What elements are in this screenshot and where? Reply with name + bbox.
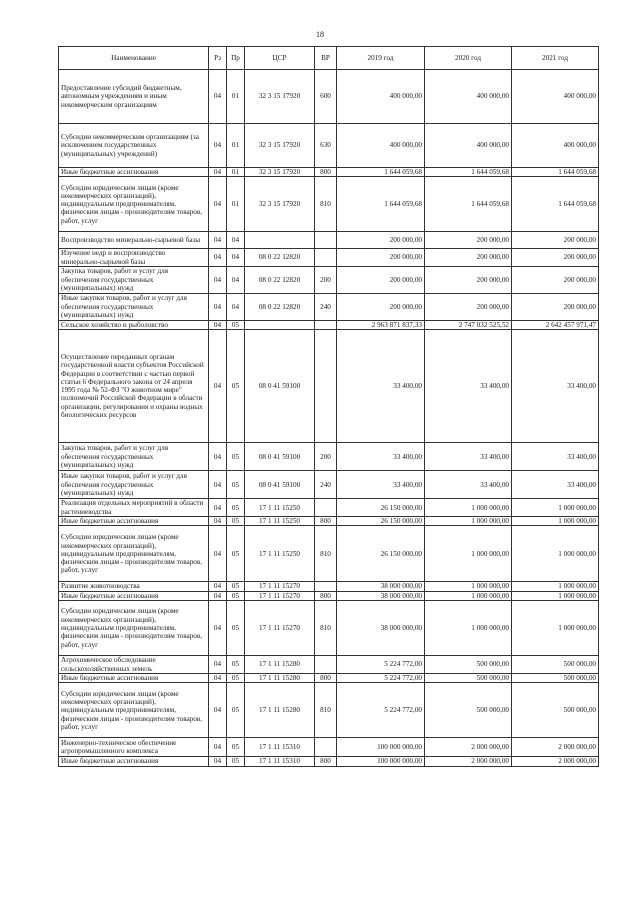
- cell-y2020: 500 000,00: [425, 683, 512, 738]
- cell-y2019: 100 000 000,00: [337, 757, 425, 766]
- cell-y2019: 38 000 000,00: [337, 601, 425, 656]
- cell-vr: 200: [315, 443, 337, 471]
- header-rz: Рз: [209, 47, 227, 70]
- cell-csr: 08 0 22 12820: [245, 249, 315, 267]
- cell-rz: 04: [209, 443, 227, 471]
- table-row: [59, 293, 599, 320]
- cell-y2020: 500 000,00: [425, 674, 512, 683]
- cell-pr: 05: [227, 757, 245, 766]
- cell-y2021: 400 000,00: [512, 124, 599, 168]
- cell-name: Инженерно-техническое обеспечение агропромышленного комплекса: [59, 738, 209, 757]
- cell-rz: 04: [209, 526, 227, 582]
- cell-pr: 04: [227, 232, 245, 249]
- cell-y2021: 500 000,00: [512, 683, 599, 738]
- table-row: [59, 177, 599, 232]
- cell-y2021: 2 000 000,00: [512, 757, 599, 766]
- cell-csr: 17 1 11 15250: [245, 499, 315, 517]
- cell-y2019: 200 000,00: [337, 266, 425, 293]
- cell-y2021: 1 000 000,00: [512, 591, 599, 600]
- cell-y2019: 38 000 000,00: [337, 591, 425, 600]
- cell-y2019: 33 400,00: [337, 330, 425, 443]
- cell-y2020: 200 000,00: [425, 232, 512, 249]
- table-row: [59, 582, 599, 591]
- cell-rz: 04: [209, 517, 227, 526]
- table-row: [59, 443, 599, 471]
- cell-y2021: 1 644 059,68: [512, 168, 599, 177]
- table-row: [59, 757, 599, 766]
- cell-pr: 05: [227, 656, 245, 674]
- cell-csr: 08 0 22 12820: [245, 266, 315, 293]
- cell-y2020: 200 000,00: [425, 266, 512, 293]
- cell-pr: 01: [227, 177, 245, 232]
- table-row: [59, 674, 599, 683]
- cell-csr: 17 1 11 15310: [245, 757, 315, 766]
- cell-y2020: 1 644 059,68: [425, 177, 512, 232]
- table-row: [59, 232, 599, 249]
- cell-rz: 04: [209, 683, 227, 738]
- cell-pr: 01: [227, 70, 245, 124]
- cell-y2019: 1 644 059,68: [337, 177, 425, 232]
- cell-name: Предоставление субсидий бюджетным, автономным учреждениям и иным некоммерческим организациям: [59, 70, 209, 124]
- cell-csr: [245, 320, 315, 329]
- cell-name: Иные закупки товаров, работ и услуг для обеспечения государственных (муниципальных) нужд: [59, 471, 209, 499]
- header-pr: Пр: [227, 47, 245, 70]
- cell-y2021: 200 000,00: [512, 249, 599, 267]
- cell-y2020: 33 400,00: [425, 471, 512, 499]
- cell-rz: 04: [209, 656, 227, 674]
- cell-pr: 05: [227, 601, 245, 656]
- cell-vr: 240: [315, 293, 337, 320]
- cell-y2020: 1 000 000,00: [425, 601, 512, 656]
- header-name: Наименование: [59, 47, 209, 70]
- cell-csr: 08 0 41 59100: [245, 471, 315, 499]
- cell-y2020: 2 747 032 525,52: [425, 320, 512, 329]
- cell-y2021: 400 000,00: [512, 70, 599, 124]
- cell-y2020: 2 000 000,00: [425, 757, 512, 766]
- cell-pr: 05: [227, 330, 245, 443]
- cell-vr: 810: [315, 601, 337, 656]
- cell-name: Изучение недр и воспроизводство минерально-сырьевой базы: [59, 249, 209, 267]
- cell-y2021: 200 000,00: [512, 266, 599, 293]
- cell-vr: [315, 232, 337, 249]
- cell-vr: 200: [315, 266, 337, 293]
- cell-y2019: 26 150 000,00: [337, 499, 425, 517]
- header-vr: ВР: [315, 47, 337, 70]
- cell-csr: [245, 232, 315, 249]
- cell-name: Иные бюджетные ассигнования: [59, 591, 209, 600]
- cell-pr: 01: [227, 124, 245, 168]
- cell-y2020: 1 000 000,00: [425, 499, 512, 517]
- cell-vr: [315, 499, 337, 517]
- cell-y2019: 33 400,00: [337, 443, 425, 471]
- cell-csr: 17 1 11 15250: [245, 517, 315, 526]
- cell-rz: 04: [209, 499, 227, 517]
- cell-name: Иные бюджетные ассигнования: [59, 517, 209, 526]
- cell-pr: 04: [227, 266, 245, 293]
- table-row: [59, 320, 599, 329]
- cell-rz: 04: [209, 738, 227, 757]
- cell-csr: 17 1 11 15250: [245, 526, 315, 582]
- cell-vr: 600: [315, 70, 337, 124]
- cell-y2021: 1 000 000,00: [512, 499, 599, 517]
- cell-name: Развитие животноводства: [59, 582, 209, 591]
- table-row: [59, 591, 599, 600]
- cell-pr: 05: [227, 443, 245, 471]
- cell-rz: 04: [209, 674, 227, 683]
- cell-vr: 810: [315, 683, 337, 738]
- cell-y2021: 2 642 457 971,47: [512, 320, 599, 329]
- cell-rz: 04: [209, 70, 227, 124]
- cell-name: Закупка товаров, работ и услуг для обеспечения государственных (муниципальных) нужд: [59, 443, 209, 471]
- cell-y2021: 1 000 000,00: [512, 517, 599, 526]
- cell-csr: 08 0 22 12820: [245, 293, 315, 320]
- table-row: [59, 499, 599, 517]
- cell-rz: 04: [209, 249, 227, 267]
- cell-y2021: 1 000 000,00: [512, 582, 599, 591]
- cell-y2019: 5 224 772,00: [337, 683, 425, 738]
- table-row: [59, 526, 599, 582]
- header-2019: 2019 год: [337, 47, 425, 70]
- cell-y2020: 500 000,00: [425, 656, 512, 674]
- cell-y2019: 400 000,00: [337, 70, 425, 124]
- cell-y2019: 200 000,00: [337, 293, 425, 320]
- table-row: [59, 330, 599, 443]
- cell-name: Субсидии юридическим лицам (кроме некоммерческих организаций), индивидуальным предпринимателям, физическим лицам - производителям товаров, работ, услуг: [59, 601, 209, 656]
- cell-csr: 17 1 11 15270: [245, 582, 315, 591]
- cell-y2019: 5 224 772,00: [337, 674, 425, 683]
- table-row: [59, 656, 599, 674]
- cell-pr: 01: [227, 168, 245, 177]
- header-2020: 2020 год: [425, 47, 512, 70]
- cell-name: Иные бюджетные ассигнования: [59, 674, 209, 683]
- cell-name: Осуществление переданных органам государственной власти субъектов Российской Федерации в соответствии с частью первой статьи 6 Федерального закона от 24 апреля 1995 года № 52-ФЗ "О животном мире" полномочий Российской Федерации в области организации, регулирования и охраны водных биологических ресурсов: [59, 330, 209, 443]
- cell-y2020: 33 400,00: [425, 443, 512, 471]
- cell-vr: 630: [315, 124, 337, 168]
- cell-rz: 04: [209, 471, 227, 499]
- cell-y2019: 200 000,00: [337, 249, 425, 267]
- cell-y2020: 400 000,00: [425, 124, 512, 168]
- cell-y2019: 26 150 000,00: [337, 517, 425, 526]
- cell-csr: 17 1 11 15270: [245, 601, 315, 656]
- cell-name: Закупка товаров, работ и услуг для обеспечения государственных (муниципальных) нужд: [59, 266, 209, 293]
- cell-csr: 32 3 15 17920: [245, 177, 315, 232]
- cell-name: Иные бюджетные ассигнования: [59, 757, 209, 766]
- cell-vr: 800: [315, 757, 337, 766]
- cell-name: Иные бюджетные ассигнования: [59, 168, 209, 177]
- cell-vr: [315, 330, 337, 443]
- table-row: [59, 124, 599, 168]
- cell-y2021: 500 000,00: [512, 656, 599, 674]
- cell-name: Воспроизводство минерально-сырьевой базы: [59, 232, 209, 249]
- cell-vr: [315, 738, 337, 757]
- cell-y2020: 200 000,00: [425, 293, 512, 320]
- cell-y2020: 33 400,00: [425, 330, 512, 443]
- cell-y2021: 33 400,00: [512, 443, 599, 471]
- cell-vr: [315, 656, 337, 674]
- cell-y2020: 1 644 059,68: [425, 168, 512, 177]
- cell-csr: 32 3 15 17920: [245, 70, 315, 124]
- cell-y2021: 1 644 059,68: [512, 177, 599, 232]
- cell-rz: 04: [209, 232, 227, 249]
- cell-y2021: 2 000 000,00: [512, 738, 599, 757]
- cell-rz: 04: [209, 124, 227, 168]
- cell-csr: 17 1 11 15310: [245, 738, 315, 757]
- cell-y2021: 500 000,00: [512, 674, 599, 683]
- cell-rz: 04: [209, 168, 227, 177]
- budget-table: [58, 46, 599, 767]
- page-number: 18: [316, 30, 324, 39]
- cell-vr: 240: [315, 471, 337, 499]
- cell-y2020: 1 000 000,00: [425, 582, 512, 591]
- table-header-row: [59, 47, 599, 70]
- cell-vr: 800: [315, 674, 337, 683]
- cell-y2021: 200 000,00: [512, 293, 599, 320]
- cell-name: Реализация отдельных мероприятий в области растениеводства: [59, 499, 209, 517]
- cell-y2019: 5 224 772,00: [337, 656, 425, 674]
- cell-vr: [315, 320, 337, 329]
- cell-rz: 04: [209, 266, 227, 293]
- cell-rz: 04: [209, 330, 227, 443]
- table-body: [59, 70, 599, 767]
- cell-pr: 05: [227, 471, 245, 499]
- cell-name: Агрохимическое обследование сельскохозяйственных земель: [59, 656, 209, 674]
- cell-csr: 17 1 11 15270: [245, 591, 315, 600]
- cell-y2021: 1 000 000,00: [512, 601, 599, 656]
- cell-pr: 05: [227, 591, 245, 600]
- cell-rz: 04: [209, 320, 227, 329]
- cell-rz: 04: [209, 757, 227, 766]
- cell-y2019: 2 963 871 837,33: [337, 320, 425, 329]
- cell-name: Субсидии юридическим лицам (кроме некоммерческих организаций), индивидуальным предпринимателям, физическим лицам - производителям товаров, работ, услуг: [59, 526, 209, 582]
- cell-rz: 04: [209, 582, 227, 591]
- cell-name: Субсидии некоммерческим организациям (за исключением государственных (муниципальных) учреждений): [59, 124, 209, 168]
- cell-y2019: 26 150 000,00: [337, 526, 425, 582]
- cell-pr: 05: [227, 526, 245, 582]
- cell-y2021: 33 400,00: [512, 471, 599, 499]
- cell-rz: 04: [209, 591, 227, 600]
- cell-pr: 05: [227, 674, 245, 683]
- cell-y2019: 100 000 000,00: [337, 738, 425, 757]
- header-2021: 2021 год: [512, 47, 599, 70]
- cell-y2019: 33 400,00: [337, 471, 425, 499]
- cell-name: Иные закупки товаров, работ и услуг для обеспечения государственных (муниципальных) нужд: [59, 293, 209, 320]
- cell-rz: 04: [209, 601, 227, 656]
- cell-y2021: 33 400,00: [512, 330, 599, 443]
- cell-csr: 08 0 41 59100: [245, 443, 315, 471]
- cell-csr: 17 1 11 15280: [245, 656, 315, 674]
- cell-pr: 05: [227, 582, 245, 591]
- table-row: [59, 168, 599, 177]
- cell-pr: 05: [227, 320, 245, 329]
- cell-name: Субсидии юридическим лицам (кроме некоммерческих организаций), индивидуальным предпринимателям, физическим лицам - производителям товаров, работ, услуг: [59, 683, 209, 738]
- cell-vr: 810: [315, 177, 337, 232]
- table-row: [59, 70, 599, 124]
- cell-vr: 800: [315, 168, 337, 177]
- cell-rz: 04: [209, 177, 227, 232]
- table-row: [59, 249, 599, 267]
- cell-pr: 05: [227, 683, 245, 738]
- cell-vr: 800: [315, 517, 337, 526]
- table-row: [59, 266, 599, 293]
- cell-y2020: 200 000,00: [425, 249, 512, 267]
- cell-vr: 800: [315, 591, 337, 600]
- cell-y2019: 1 644 059,68: [337, 168, 425, 177]
- table-row: [59, 517, 599, 526]
- cell-y2021: 1 000 000,00: [512, 526, 599, 582]
- cell-name: Сельское хозяйство и рыболовство: [59, 320, 209, 329]
- table-row: [59, 601, 599, 656]
- cell-y2020: 1 000 000,00: [425, 526, 512, 582]
- cell-pr: 05: [227, 517, 245, 526]
- table-row: [59, 738, 599, 757]
- cell-vr: 810: [315, 526, 337, 582]
- cell-csr: 17 1 11 15280: [245, 674, 315, 683]
- cell-pr: 05: [227, 738, 245, 757]
- cell-y2020: 1 000 000,00: [425, 591, 512, 600]
- cell-csr: 32 3 15 17920: [245, 168, 315, 177]
- cell-y2020: 2 000 000,00: [425, 738, 512, 757]
- table-row: [59, 471, 599, 499]
- cell-csr: 08 0 41 59100: [245, 330, 315, 443]
- cell-name: Субсидии юридическим лицам (кроме некоммерческих организаций), индивидуальным предпринимателям, физическим лицам - производителям товаров, работ, услуг: [59, 177, 209, 232]
- cell-y2020: 400 000,00: [425, 70, 512, 124]
- cell-csr: 17 1 11 15280: [245, 683, 315, 738]
- cell-pr: 05: [227, 499, 245, 517]
- cell-csr: 32 3 15 17920: [245, 124, 315, 168]
- cell-y2019: 38 000 000,00: [337, 582, 425, 591]
- cell-y2021: 200 000,00: [512, 232, 599, 249]
- cell-pr: 04: [227, 293, 245, 320]
- cell-pr: 04: [227, 249, 245, 267]
- cell-rz: 04: [209, 293, 227, 320]
- cell-vr: [315, 249, 337, 267]
- cell-vr: [315, 582, 337, 591]
- cell-y2020: 1 000 000,00: [425, 517, 512, 526]
- header-csr: ЦСР: [245, 47, 315, 70]
- cell-y2019: 400 000,00: [337, 124, 425, 168]
- cell-y2019: 200 000,00: [337, 232, 425, 249]
- table-row: [59, 683, 599, 738]
